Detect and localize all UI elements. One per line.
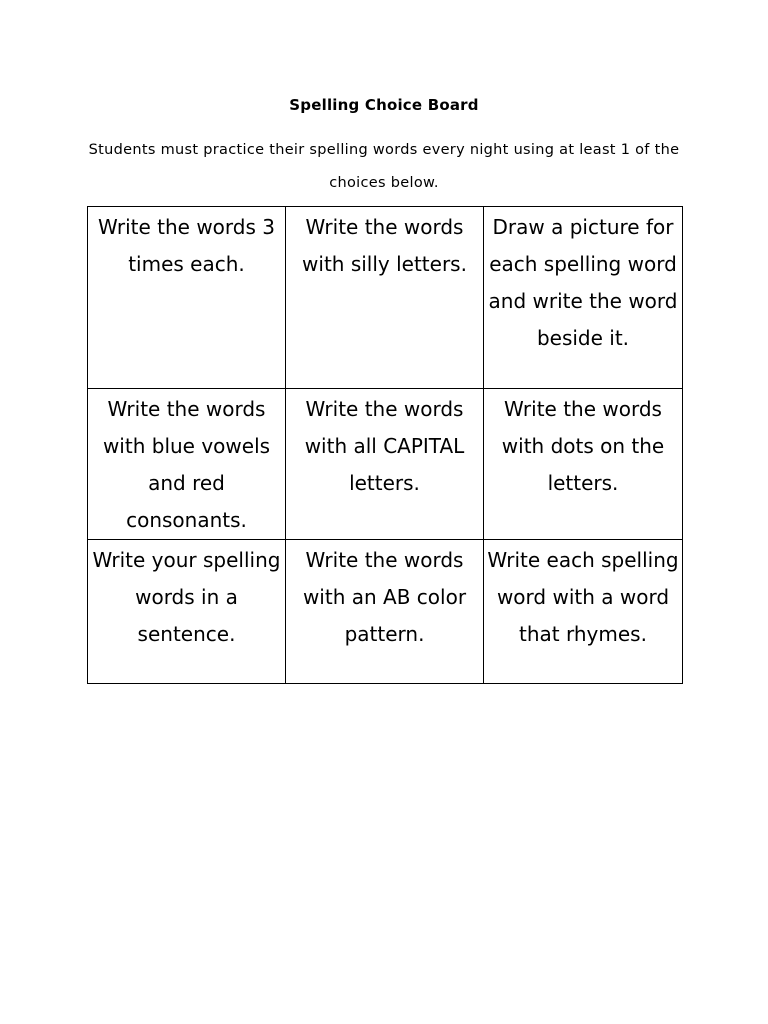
choice-cell: Write the words with silly letters. <box>286 207 484 389</box>
choice-board-table <box>87 206 683 684</box>
table-row <box>88 207 683 389</box>
choice-cell: Draw a picture for each spelling word and write the word beside it. <box>484 207 683 389</box>
choice-cell: Write the words with dots on the letters. <box>484 389 683 540</box>
table-row <box>88 389 683 540</box>
table-row <box>88 540 683 684</box>
choice-cell: Write the words with blue vowels and red consonants. <box>88 389 286 540</box>
choice-cell: Write each spelling word with a word that rhymes. <box>484 540 683 684</box>
document-title: Spelling Choice Board <box>289 96 479 114</box>
document-intro: Students must practice their spelling words every night using at least 1 of the choices below. <box>88 142 680 191</box>
choice-cell: Write the words with an AB color pattern. <box>286 540 484 684</box>
choice-cell: Write the words 3 times each. <box>88 207 286 389</box>
choice-cell: Write your spelling words in a sentence. <box>88 540 286 684</box>
choice-cell: Write the words with all CAPITAL letters. <box>286 389 484 540</box>
